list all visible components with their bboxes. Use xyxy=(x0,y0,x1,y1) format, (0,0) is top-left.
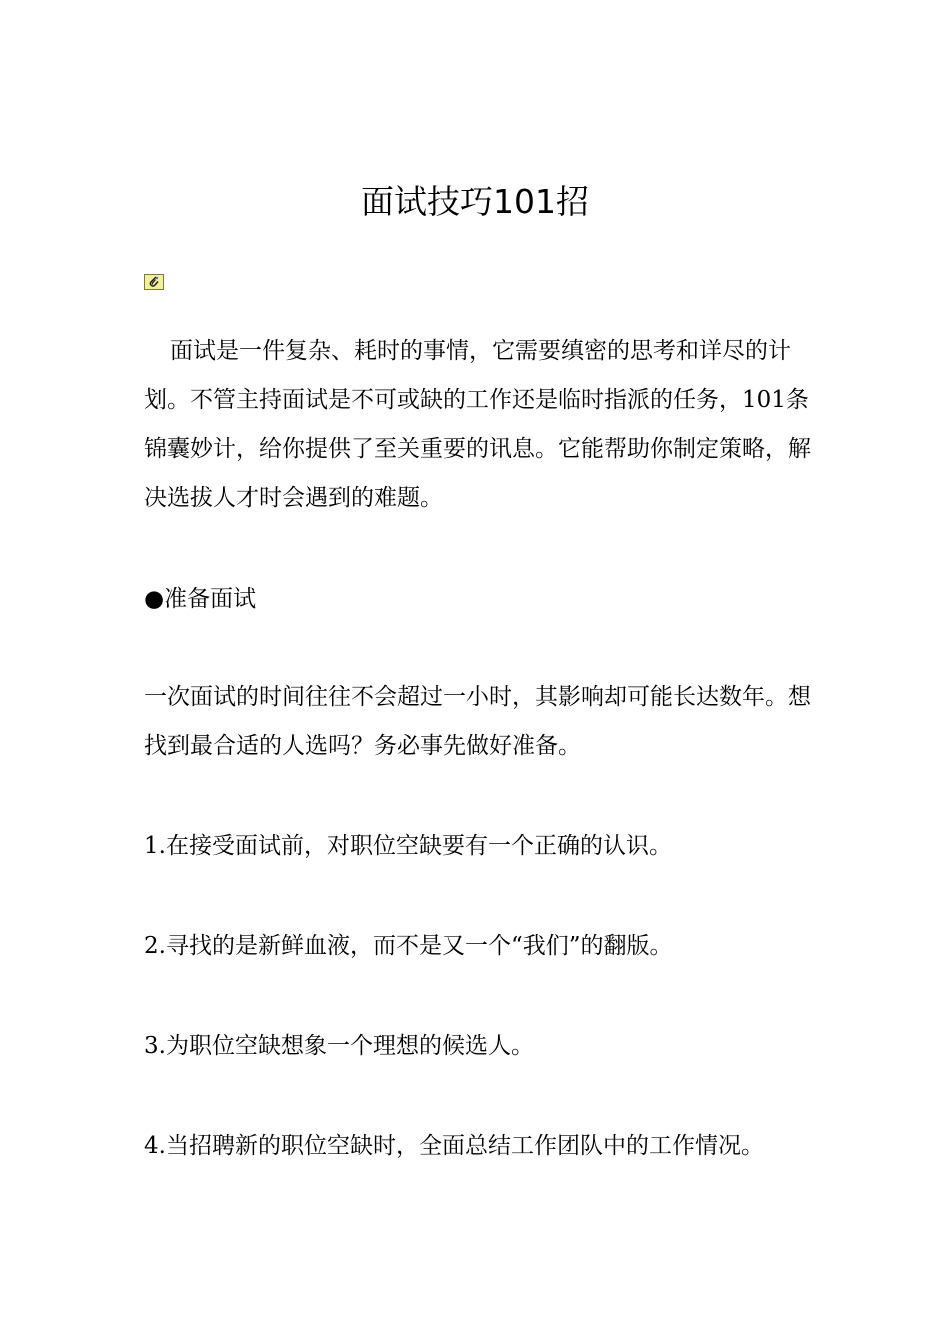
paperclip-icon xyxy=(146,275,162,289)
intro-paragraph: 面试是一件复杂、耗时的事情，它需要缜密的思考和详尽的计划。不管主持面试是不可或缺的工作还是临时指派的任务，101条锦囊妙计，给你提供了至关重要的讯息。它能帮助你制定策略，解决选拔人才时会遇到的难题。 xyxy=(144,338,811,511)
section-paragraph: 一次面试的时间往往不会超过一小时，其影响却可能长达数年。想找到最合适的人选吗？务必事先做好准备。 xyxy=(144,684,811,759)
document-attachment-icon[interactable] xyxy=(144,274,164,290)
page-title: 面试技巧101招 xyxy=(361,182,589,221)
list-item: 2.寻找的是新鲜血液，而不是又一个“我们”的翻版。 xyxy=(144,933,673,959)
list-item: 1.在接受面试前，对职位空缺要有一个正确的认识。 xyxy=(144,833,672,859)
section-heading: ●准备面试 xyxy=(144,586,257,612)
list-item: 3.为职位空缺想象一个理想的候选人。 xyxy=(144,1033,534,1059)
list-item: 4.当招聘新的职位空缺时，全面总结工作团队中的工作情况。 xyxy=(144,1133,764,1159)
